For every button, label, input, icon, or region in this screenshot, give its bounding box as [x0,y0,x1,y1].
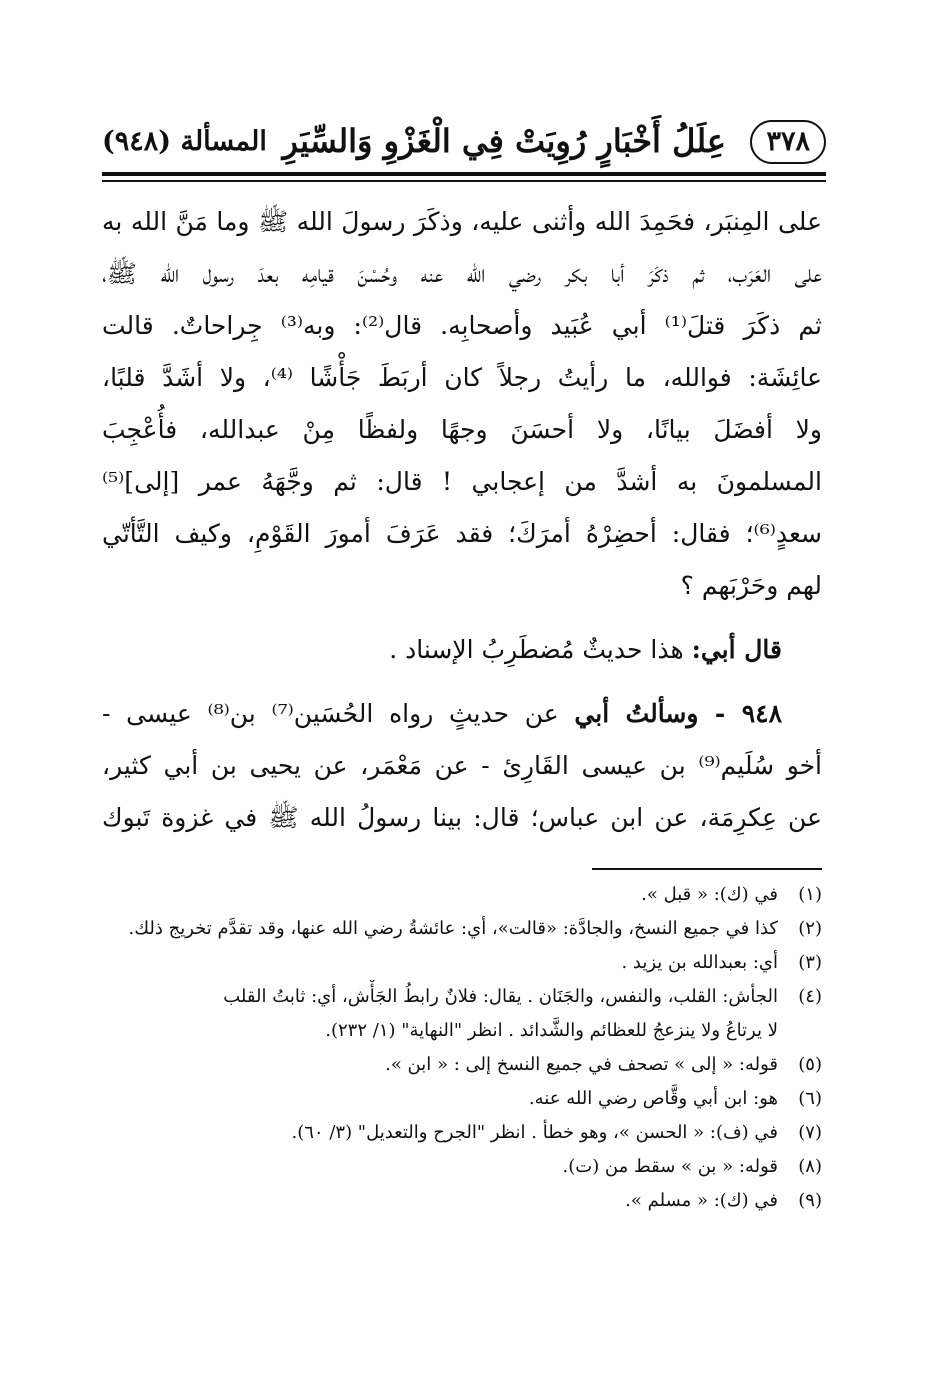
footnote-text: الجأش: القلب، والنفس، والجَنَان . يقال: فلانٌ رابطُ الجَأْش، أي: ثابتُ القلب [223,986,778,1007]
page-number: ٣٧٨ [750,120,826,164]
footnote-number: (٥) [798,1054,822,1075]
footnote-text: في (ك): « مسلم ». [625,1190,778,1211]
footnote-text: قوله: « بن » سقط من (ت). [562,1156,778,1177]
footnote [102,1184,822,1218]
footnotes [102,878,822,1218]
issue-lead: ٩٤٨ - وسألتُ أبي [574,699,783,728]
header-rule-thin [102,180,826,182]
footnote-text: أي: بعبدالله بن يزيد . [621,952,778,973]
footnote-number: (٤) [798,986,822,1007]
text-line: ثم ذكَرَ قتلَ⁽¹⁾ أبي عُبَيد وأصحابِه. قال⁽²⁾: وبه⁽³⁾ جِراحاتٌ. قالت [102,311,822,340]
footnote-number: (٧) [798,1122,822,1143]
main-text [102,196,822,844]
issue-label: المسألة (٩٤٨) [102,126,267,157]
text-line: المسلمونَ به أشدَّ من إعجابي ! قال: ثم وجَّهَهُ عمر [إلى]⁽⁵⁾ [102,467,822,496]
footnote-number: (٢) [798,918,822,939]
footnote-text: قوله: « إلى » تصحف في جميع النسخ إلى : « ابن ». [385,1054,778,1075]
book-title: عِلَلُ أَخْبَارٍ رُوِيَتْ فِي الْغَزْوِ وَالسِّيَرِ [282,122,726,160]
text-line: أخو سُلَيم⁽⁹⁾ بن عيسى القَارِئ - عن مَعْمَر، عن يحيى بن أبي كثير، [102,751,822,780]
text-line: لهم وحَرْبَهم ؟ [680,571,822,600]
footnote-continuation: لا يرتاعُ ولا ينزعجُ للعظائم والشَّدائد . انظر "النهاية" (١/ ٢٣٢). [325,1020,778,1041]
page-header [102,118,826,168]
text-line: عائِشَة: فوالله، ما رأيتُ رجلاً كان أربَطَ جَأْشًا ⁽⁴⁾، ولا أشَدَّ قلبًا، [102,363,822,392]
text-line: ولا أفضَلَ بيانًا، ولا أحسَنَ وجهًا ولفظًا مِنْ عبدالله، فأُعْجِبَ [102,415,822,444]
footnote-text: في (ف): « الحسن »، وهو خطأ . انظر "الجرح والتعديل" (٣/ ٦٠). [291,1122,778,1143]
footnote [102,912,822,946]
footnote-number: (٣) [798,952,822,973]
footnote [102,980,822,1014]
footnote [102,1150,822,1184]
footnote [102,1082,822,1116]
footnote-number: (٨) [798,1156,822,1177]
footnote-number: (٦) [798,1088,822,1109]
footnote-number: (٩) [798,1190,822,1211]
footnote [102,1116,822,1150]
verdict-paragraph [102,624,822,676]
text-line: على المِنبَر، فحَمِدَ الله وأثنى عليه، وذكَرَ رسولَ الله ﷺ وما مَنَّ الله به [102,207,822,236]
footnote-number: (١) [798,884,822,905]
footnote [102,1048,822,1082]
footnote-text: كذا في جميع النسخ، والجادَّة: «قالت»، أي: عائشةُ رضي الله عنها، وقد تقدَّم تخريج ذلك. [128,918,778,939]
verdict-lead: قال أبي: [691,635,782,664]
footnote-separator [592,868,822,870]
footnote [102,946,822,980]
footnote [102,878,822,912]
footnote-text: في (ك): « قبل ». [641,884,778,905]
issue-text: عن حديثٍ رواه الحُسَين⁽⁷⁾ بن⁽⁸⁾ عيسى - [102,699,575,728]
text-line: سعدٍ⁽⁶⁾؛ فقال: أحضِرْهُ أمرَكَ؛ فقد عَرَفَ أمورَ القَوْمِ، وكيف التَّأتّي [102,519,822,548]
header-rule-thick [102,172,826,176]
verdict-text: هذا حديثٌ مُضطَرِبُ الإسناد . [389,635,692,664]
footnote-text: هو: ابن أبي وقَّاص رضي الله عنه. [528,1088,778,1109]
text-line: على العَرَب، ثم ذكَرَ أبا بكر رضي الله عنه وحُسْنَ قيامِه بعدَ رسول الله ﷺ، [102,259,822,288]
text-line: عن عِكرِمَة، عن ابن عباس؛ قال: بينا رسولُ الله ﷺ في غزوة تَبوك [102,803,822,832]
issue-paragraph-start [102,688,822,740]
